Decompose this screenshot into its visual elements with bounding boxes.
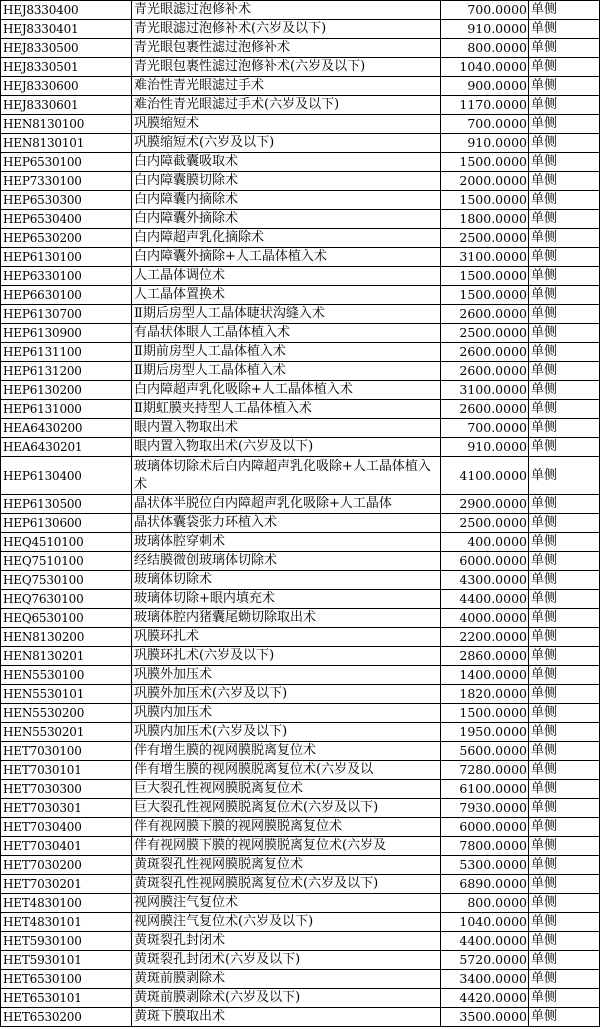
unit-cell: 单侧 bbox=[529, 39, 600, 58]
name-cell: Ⅱ期后房型人工晶体植入术 bbox=[132, 362, 441, 381]
unit-cell: 单侧 bbox=[529, 153, 600, 172]
price-cell: 1500.0000 bbox=[441, 191, 529, 210]
price-cell: 2900.0000 bbox=[441, 495, 529, 514]
price-cell: 2500.0000 bbox=[441, 514, 529, 533]
price-cell: 1800.0000 bbox=[441, 210, 529, 229]
table-row bbox=[1, 115, 600, 134]
name-cell: 白内障截囊吸取术 bbox=[132, 153, 441, 172]
price-cell: 700.0000 bbox=[441, 1, 529, 20]
unit-cell: 单侧 bbox=[529, 761, 600, 780]
table-row bbox=[1, 191, 600, 210]
name-cell: 巩膜环扎术 bbox=[132, 628, 441, 647]
code-cell: HEQ7510100 bbox=[1, 552, 132, 571]
unit-cell: 单侧 bbox=[529, 305, 600, 324]
name-cell: 玻璃体腔穿刺术 bbox=[132, 533, 441, 552]
table-row bbox=[1, 799, 600, 818]
unit-cell: 单侧 bbox=[529, 932, 600, 951]
code-cell: HET7030200 bbox=[1, 856, 132, 875]
price-cell: 2600.0000 bbox=[441, 362, 529, 381]
price-cell: 1820.0000 bbox=[441, 685, 529, 704]
table-row bbox=[1, 362, 600, 381]
price-cell: 5300.0000 bbox=[441, 856, 529, 875]
unit-cell: 单侧 bbox=[529, 685, 600, 704]
name-cell: 伴有视网膜下膜的视网膜脱离复位术 bbox=[132, 818, 441, 837]
price-cell: 2000.0000 bbox=[441, 172, 529, 191]
price-cell: 3100.0000 bbox=[441, 248, 529, 267]
unit-cell: 单侧 bbox=[529, 438, 600, 457]
price-cell: 1170.0000 bbox=[441, 96, 529, 115]
unit-cell: 单侧 bbox=[529, 1008, 600, 1027]
code-cell: HET5930101 bbox=[1, 951, 132, 970]
price-cell: 4100.0000 bbox=[441, 457, 529, 495]
price-table-body bbox=[1, 1, 600, 1027]
table-row bbox=[1, 495, 600, 514]
unit-cell: 单侧 bbox=[529, 191, 600, 210]
table-row bbox=[1, 20, 600, 39]
price-cell: 1400.0000 bbox=[441, 666, 529, 685]
code-cell: HET4830101 bbox=[1, 913, 132, 932]
name-cell: 伴有增生膜的视网膜脱离复位术(六岁及以 bbox=[132, 761, 441, 780]
code-cell: HEN5530100 bbox=[1, 666, 132, 685]
price-cell: 910.0000 bbox=[441, 134, 529, 153]
code-cell: HET7030101 bbox=[1, 761, 132, 780]
table-row bbox=[1, 647, 600, 666]
name-cell: 伴有视网膜下膜的视网膜脱离复位术(六岁及 bbox=[132, 837, 441, 856]
table-row bbox=[1, 723, 600, 742]
code-cell: HET7030201 bbox=[1, 875, 132, 894]
table-row bbox=[1, 685, 600, 704]
table-row bbox=[1, 932, 600, 951]
unit-cell: 单侧 bbox=[529, 818, 600, 837]
unit-cell: 单侧 bbox=[529, 286, 600, 305]
code-cell: HEJ8330401 bbox=[1, 20, 132, 39]
unit-cell: 单侧 bbox=[529, 343, 600, 362]
code-cell: HEJ8330400 bbox=[1, 1, 132, 20]
code-cell: HEP7330100 bbox=[1, 172, 132, 191]
price-cell: 800.0000 bbox=[441, 39, 529, 58]
code-cell: HET5930100 bbox=[1, 932, 132, 951]
name-cell: Ⅱ期前房型人工晶体植入术 bbox=[132, 343, 441, 362]
code-cell: HEN5530201 bbox=[1, 723, 132, 742]
name-cell: 青光眼滤过泡修补术(六岁及以下) bbox=[132, 20, 441, 39]
price-cell: 2600.0000 bbox=[441, 343, 529, 362]
code-cell: HEN8130100 bbox=[1, 115, 132, 134]
name-cell: 巩膜外加压术(六岁及以下) bbox=[132, 685, 441, 704]
price-cell: 5720.0000 bbox=[441, 951, 529, 970]
unit-cell: 单侧 bbox=[529, 248, 600, 267]
table-row bbox=[1, 153, 600, 172]
table-row bbox=[1, 704, 600, 723]
table-row bbox=[1, 77, 600, 96]
name-cell: 玻璃体切除术后白内障超声乳化吸除+人工晶体植入术 bbox=[132, 457, 441, 495]
name-cell: 经结膜微创玻璃体切除术 bbox=[132, 552, 441, 571]
unit-cell: 单侧 bbox=[529, 723, 600, 742]
code-cell: HEQ6530100 bbox=[1, 609, 132, 628]
table-row bbox=[1, 856, 600, 875]
unit-cell: 单侧 bbox=[529, 609, 600, 628]
table-row bbox=[1, 571, 600, 590]
unit-cell: 单侧 bbox=[529, 970, 600, 989]
table-row bbox=[1, 552, 600, 571]
table-row bbox=[1, 628, 600, 647]
name-cell: 白内障囊内摘除术 bbox=[132, 191, 441, 210]
price-cell: 2500.0000 bbox=[441, 324, 529, 343]
unit-cell: 单侧 bbox=[529, 590, 600, 609]
unit-cell: 单侧 bbox=[529, 913, 600, 932]
price-cell: 7280.0000 bbox=[441, 761, 529, 780]
name-cell: 黄斑前膜剥除术(六岁及以下) bbox=[132, 989, 441, 1008]
unit-cell: 单侧 bbox=[529, 134, 600, 153]
price-cell: 2200.0000 bbox=[441, 628, 529, 647]
price-cell: 900.0000 bbox=[441, 77, 529, 96]
name-cell: Ⅱ期后房型人工晶体睫状沟缝入术 bbox=[132, 305, 441, 324]
code-cell: HEP6130400 bbox=[1, 457, 132, 495]
unit-cell: 单侧 bbox=[529, 210, 600, 229]
price-cell: 2600.0000 bbox=[441, 305, 529, 324]
price-cell: 1040.0000 bbox=[441, 58, 529, 77]
code-cell: HEP6530100 bbox=[1, 153, 132, 172]
code-cell: HET6530100 bbox=[1, 970, 132, 989]
price-cell: 1040.0000 bbox=[441, 913, 529, 932]
name-cell: 黄斑裂孔性视网膜脱离复位术 bbox=[132, 856, 441, 875]
table-row bbox=[1, 818, 600, 837]
name-cell: 黄斑裂孔封闭术 bbox=[132, 932, 441, 951]
price-cell: 1950.0000 bbox=[441, 723, 529, 742]
name-cell: 玻璃体切除+眼内填充术 bbox=[132, 590, 441, 609]
name-cell: 黄斑前膜剥除术 bbox=[132, 970, 441, 989]
table-row bbox=[1, 343, 600, 362]
code-cell: HEA6430201 bbox=[1, 438, 132, 457]
unit-cell: 单侧 bbox=[529, 229, 600, 248]
table-row bbox=[1, 514, 600, 533]
unit-cell: 单侧 bbox=[529, 571, 600, 590]
name-cell: 巨大裂孔性视网膜脱离复位术 bbox=[132, 780, 441, 799]
price-cell: 4000.0000 bbox=[441, 609, 529, 628]
unit-cell: 单侧 bbox=[529, 77, 600, 96]
table-row bbox=[1, 96, 600, 115]
price-cell: 5600.0000 bbox=[441, 742, 529, 761]
price-cell: 2860.0000 bbox=[441, 647, 529, 666]
table-row bbox=[1, 457, 600, 495]
unit-cell: 单侧 bbox=[529, 324, 600, 343]
table-row bbox=[1, 989, 600, 1008]
price-cell: 2500.0000 bbox=[441, 229, 529, 248]
name-cell: 难治性青光眼滤过手术 bbox=[132, 77, 441, 96]
table-row bbox=[1, 419, 600, 438]
code-cell: HEJ8330601 bbox=[1, 96, 132, 115]
code-cell: HEP6130600 bbox=[1, 514, 132, 533]
table-row bbox=[1, 324, 600, 343]
unit-cell: 单侧 bbox=[529, 267, 600, 286]
price-cell: 7800.0000 bbox=[441, 837, 529, 856]
name-cell: 伴有增生膜的视网膜脱离复位术 bbox=[132, 742, 441, 761]
code-cell: HEP6130700 bbox=[1, 305, 132, 324]
table-row bbox=[1, 742, 600, 761]
price-cell: 6890.0000 bbox=[441, 875, 529, 894]
code-cell: HEP6131000 bbox=[1, 400, 132, 419]
name-cell: 玻璃体切除术 bbox=[132, 571, 441, 590]
code-cell: HEQ7530100 bbox=[1, 571, 132, 590]
price-cell: 800.0000 bbox=[441, 894, 529, 913]
price-cell: 1500.0000 bbox=[441, 267, 529, 286]
name-cell: 视网膜注气复位术(六岁及以下) bbox=[132, 913, 441, 932]
name-cell: 黄斑裂孔性视网膜脱离复位术(六岁及以下) bbox=[132, 875, 441, 894]
table-row bbox=[1, 438, 600, 457]
table-row bbox=[1, 533, 600, 552]
table-row bbox=[1, 248, 600, 267]
name-cell: Ⅱ期虹膜夹持型人工晶体植入术 bbox=[132, 400, 441, 419]
unit-cell: 单侧 bbox=[529, 58, 600, 77]
table-row bbox=[1, 913, 600, 932]
code-cell: HET6530101 bbox=[1, 989, 132, 1008]
unit-cell: 单侧 bbox=[529, 628, 600, 647]
code-cell: HEP6130200 bbox=[1, 381, 132, 400]
unit-cell: 单侧 bbox=[529, 362, 600, 381]
name-cell: 难治性青光眼滤过手术(六岁及以下) bbox=[132, 96, 441, 115]
code-cell: HEQ4510100 bbox=[1, 533, 132, 552]
name-cell: 青光眼滤过泡修补术 bbox=[132, 1, 441, 20]
code-cell: HEN5530200 bbox=[1, 704, 132, 723]
code-cell: HET7030100 bbox=[1, 742, 132, 761]
price-cell: 3400.0000 bbox=[441, 970, 529, 989]
table-row bbox=[1, 172, 600, 191]
table-row bbox=[1, 837, 600, 856]
unit-cell: 单侧 bbox=[529, 894, 600, 913]
name-cell: 黄斑裂孔封闭术(六岁及以下) bbox=[132, 951, 441, 970]
table-row bbox=[1, 951, 600, 970]
code-cell: HET6530200 bbox=[1, 1008, 132, 1027]
unit-cell: 单侧 bbox=[529, 96, 600, 115]
table-row bbox=[1, 134, 600, 153]
table-row bbox=[1, 1, 600, 20]
table-row bbox=[1, 780, 600, 799]
price-cell: 4300.0000 bbox=[441, 571, 529, 590]
name-cell: 晶状体半脱位白内障超声乳化吸除+人工晶体 bbox=[132, 495, 441, 514]
unit-cell: 单侧 bbox=[529, 1, 600, 20]
name-cell: 白内障囊膜切除术 bbox=[132, 172, 441, 191]
name-cell: 白内障囊外摘除术 bbox=[132, 210, 441, 229]
price-cell: 3500.0000 bbox=[441, 1008, 529, 1027]
price-cell: 6100.0000 bbox=[441, 780, 529, 799]
code-cell: HET7030400 bbox=[1, 818, 132, 837]
name-cell: 玻璃体腔内猪囊尾蚴切除取出术 bbox=[132, 609, 441, 628]
name-cell: 黄斑下膜取出术 bbox=[132, 1008, 441, 1027]
unit-cell: 单侧 bbox=[529, 856, 600, 875]
code-cell: HEP6131200 bbox=[1, 362, 132, 381]
table-row bbox=[1, 267, 600, 286]
name-cell: 巩膜内加压术(六岁及以下) bbox=[132, 723, 441, 742]
unit-cell: 单侧 bbox=[529, 552, 600, 571]
code-cell: HEP6630100 bbox=[1, 286, 132, 305]
table-row bbox=[1, 400, 600, 419]
price-cell: 910.0000 bbox=[441, 20, 529, 39]
unit-cell: 单侧 bbox=[529, 780, 600, 799]
code-cell: HET7030401 bbox=[1, 837, 132, 856]
table-row bbox=[1, 761, 600, 780]
name-cell: 白内障囊外摘除+人工晶体植入术 bbox=[132, 248, 441, 267]
code-cell: HEN5530101 bbox=[1, 685, 132, 704]
table-row bbox=[1, 229, 600, 248]
table-row bbox=[1, 590, 600, 609]
table-row bbox=[1, 875, 600, 894]
price-cell: 3100.0000 bbox=[441, 381, 529, 400]
name-cell: 巩膜缩短术 bbox=[132, 115, 441, 134]
table-row bbox=[1, 970, 600, 989]
table-row bbox=[1, 609, 600, 628]
unit-cell: 单侧 bbox=[529, 837, 600, 856]
price-cell: 1500.0000 bbox=[441, 704, 529, 723]
code-cell: HEP6330100 bbox=[1, 267, 132, 286]
name-cell: 白内障超声乳化摘除术 bbox=[132, 229, 441, 248]
unit-cell: 单侧 bbox=[529, 514, 600, 533]
price-cell: 700.0000 bbox=[441, 115, 529, 134]
name-cell: 有晶状体眼人工晶体植入术 bbox=[132, 324, 441, 343]
code-cell: HEN8130201 bbox=[1, 647, 132, 666]
price-cell: 4400.0000 bbox=[441, 932, 529, 951]
unit-cell: 单侧 bbox=[529, 989, 600, 1008]
price-cell: 6000.0000 bbox=[441, 818, 529, 837]
price-cell: 6000.0000 bbox=[441, 552, 529, 571]
table-row bbox=[1, 894, 600, 913]
code-cell: HET7030301 bbox=[1, 799, 132, 818]
code-cell: HEP6530300 bbox=[1, 191, 132, 210]
price-cell: 400.0000 bbox=[441, 533, 529, 552]
table-row bbox=[1, 210, 600, 229]
table-row bbox=[1, 381, 600, 400]
name-cell: 人工晶体调位术 bbox=[132, 267, 441, 286]
name-cell: 巩膜缩短术(六岁及以下) bbox=[132, 134, 441, 153]
unit-cell: 单侧 bbox=[529, 799, 600, 818]
table-row bbox=[1, 39, 600, 58]
code-cell: HEP6131100 bbox=[1, 343, 132, 362]
name-cell: 巨大裂孔性视网膜脱离复位术(六岁及以下) bbox=[132, 799, 441, 818]
code-cell: HEP6530400 bbox=[1, 210, 132, 229]
table-row bbox=[1, 58, 600, 77]
unit-cell: 单侧 bbox=[529, 742, 600, 761]
unit-cell: 单侧 bbox=[529, 495, 600, 514]
name-cell: 巩膜内加压术 bbox=[132, 704, 441, 723]
code-cell: HEN8130200 bbox=[1, 628, 132, 647]
unit-cell: 单侧 bbox=[529, 666, 600, 685]
code-cell: HEP6130500 bbox=[1, 495, 132, 514]
unit-cell: 单侧 bbox=[529, 457, 600, 495]
unit-cell: 单侧 bbox=[529, 875, 600, 894]
unit-cell: 单侧 bbox=[529, 20, 600, 39]
name-cell: 人工晶体置换术 bbox=[132, 286, 441, 305]
unit-cell: 单侧 bbox=[529, 115, 600, 134]
code-cell: HEN8130101 bbox=[1, 134, 132, 153]
name-cell: 眼内置入物取出术(六岁及以下) bbox=[132, 438, 441, 457]
price-cell: 1500.0000 bbox=[441, 286, 529, 305]
unit-cell: 单侧 bbox=[529, 533, 600, 552]
name-cell: 巩膜环扎术(六岁及以下) bbox=[132, 647, 441, 666]
code-cell: HEA6430200 bbox=[1, 419, 132, 438]
price-cell: 7930.0000 bbox=[441, 799, 529, 818]
table-row bbox=[1, 666, 600, 685]
price-cell: 4420.0000 bbox=[441, 989, 529, 1008]
code-cell: HEP6530200 bbox=[1, 229, 132, 248]
name-cell: 青光眼包裹性滤过泡修补术(六岁及以下) bbox=[132, 58, 441, 77]
price-cell: 910.0000 bbox=[441, 438, 529, 457]
price-cell: 1500.0000 bbox=[441, 153, 529, 172]
code-cell: HEQ7630100 bbox=[1, 590, 132, 609]
unit-cell: 单侧 bbox=[529, 704, 600, 723]
name-cell: 巩膜外加压术 bbox=[132, 666, 441, 685]
name-cell: 视网膜注气复位术 bbox=[132, 894, 441, 913]
name-cell: 晶状体囊袋张力环植入术 bbox=[132, 514, 441, 533]
code-cell: HET4830100 bbox=[1, 894, 132, 913]
code-cell: HEJ8330500 bbox=[1, 39, 132, 58]
price-cell: 2600.0000 bbox=[441, 400, 529, 419]
unit-cell: 单侧 bbox=[529, 951, 600, 970]
table-row bbox=[1, 305, 600, 324]
unit-cell: 单侧 bbox=[529, 172, 600, 191]
unit-cell: 单侧 bbox=[529, 400, 600, 419]
table-row bbox=[1, 1008, 600, 1027]
code-cell: HEJ8330501 bbox=[1, 58, 132, 77]
price-cell: 700.0000 bbox=[441, 419, 529, 438]
code-cell: HET7030300 bbox=[1, 780, 132, 799]
price-cell: 4400.0000 bbox=[441, 590, 529, 609]
code-cell: HEP6130100 bbox=[1, 248, 132, 267]
table-row bbox=[1, 286, 600, 305]
code-cell: HEP6130900 bbox=[1, 324, 132, 343]
name-cell: 眼内置入物取出术 bbox=[132, 419, 441, 438]
unit-cell: 单侧 bbox=[529, 647, 600, 666]
name-cell: 白内障超声乳化吸除+人工晶体植入术 bbox=[132, 381, 441, 400]
unit-cell: 单侧 bbox=[529, 381, 600, 400]
code-cell: HEJ8330600 bbox=[1, 77, 132, 96]
name-cell: 青光眼包裹性滤过泡修补术 bbox=[132, 39, 441, 58]
unit-cell: 单侧 bbox=[529, 419, 600, 438]
